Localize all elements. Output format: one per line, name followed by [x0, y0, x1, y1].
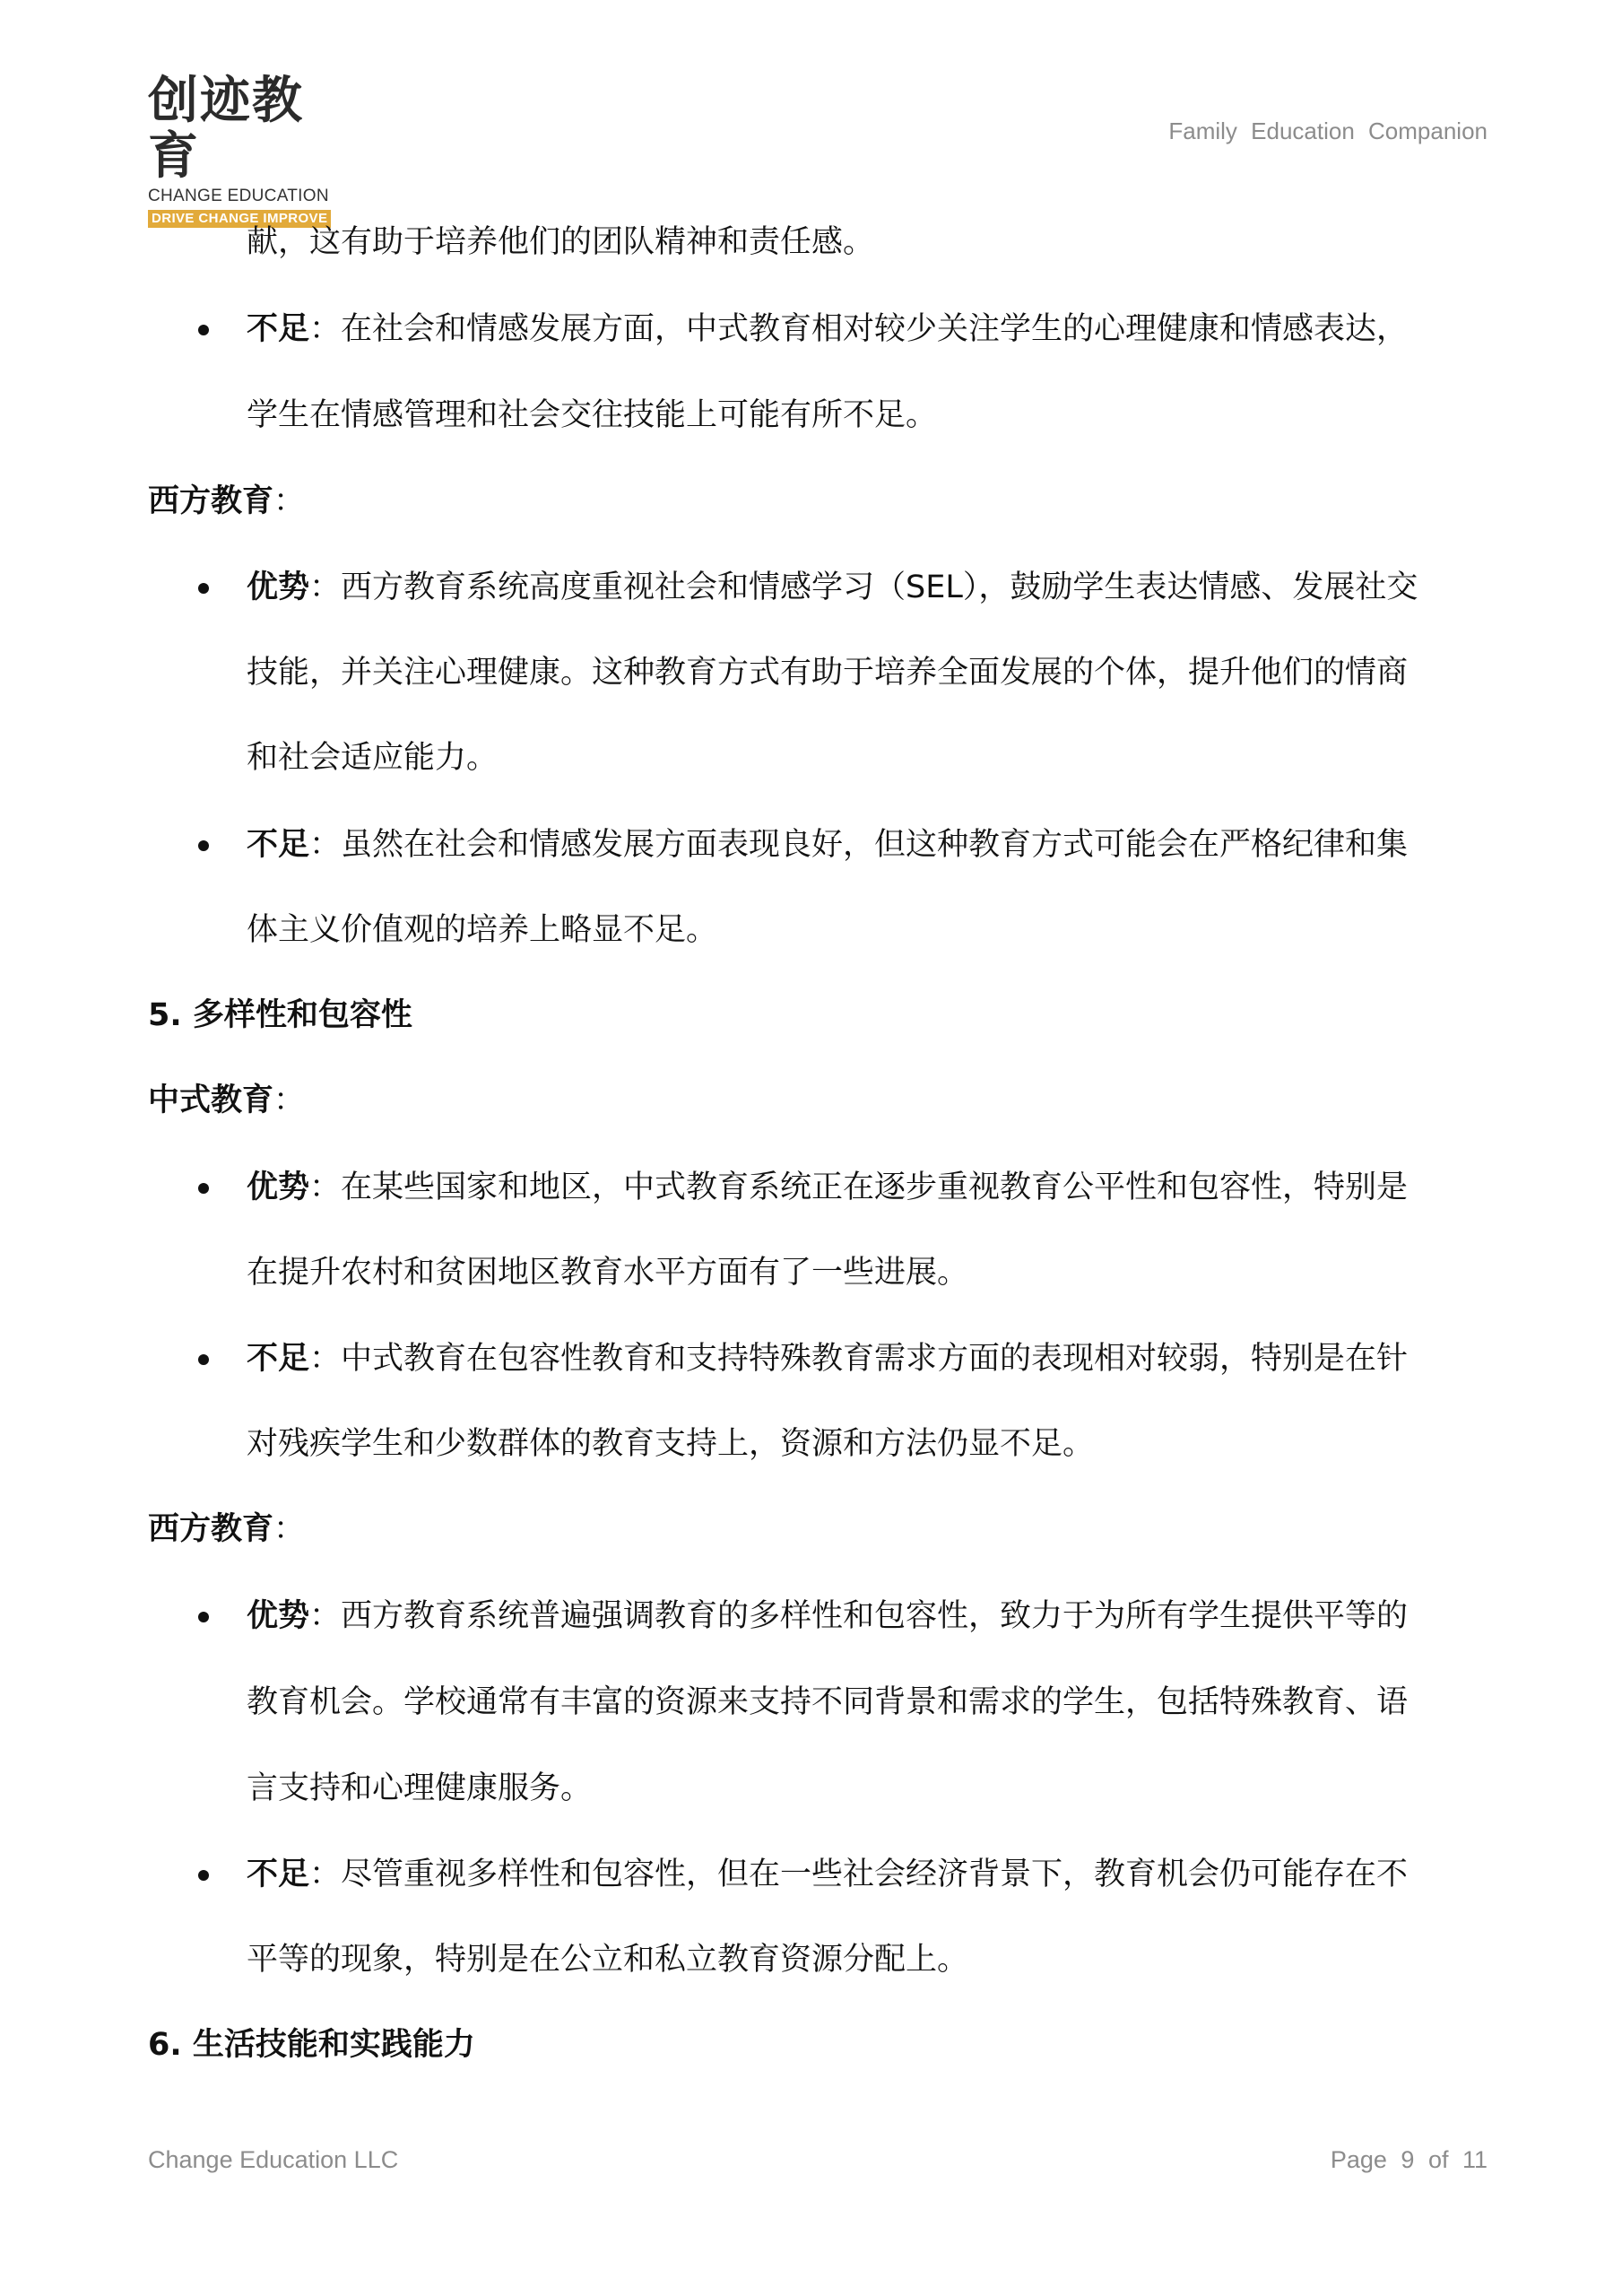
list-item: [247, 1168, 1408, 1207]
paragraph-line: 献，这有助于培养他们的团队精神和责任感。: [247, 224, 875, 260]
bullet-label: 不足: [247, 827, 310, 863]
subheading: [148, 482, 305, 521]
bullet-text: ：西方教育系统高度重视社会和情感学习（SEL），鼓励学生表达情感、发展社交: [309, 570, 1418, 605]
subheading-label: 西方教育: [148, 483, 274, 519]
list-item-continuation: 平等的现象，特别是在公立和私立教育资源分配上。: [247, 1942, 969, 1978]
company-logo: [148, 74, 354, 228]
list-item: [247, 1596, 1408, 1636]
subheading-colon: ：: [273, 1511, 306, 1547]
logo-chinese-name: 创迹教育: [148, 72, 304, 186]
section-heading: 6. 生活技能和实践能力: [148, 2027, 475, 2063]
footer-company-name: Change Education LLC: [148, 2146, 399, 2173]
bullet-dot: [198, 583, 209, 594]
list-item: [247, 309, 1408, 349]
subheading-colon: ：: [273, 483, 306, 519]
footer-page-number: Page 9 of 11: [1330, 2146, 1488, 2173]
list-item: [247, 1339, 1408, 1378]
bullet-label: 优势: [247, 570, 310, 605]
bullet-dot: [198, 1354, 209, 1365]
list-item-continuation: 教育机会。学校通常有丰富的资源来支持不同背景和需求的学生，包括特殊教育、语: [247, 1684, 1409, 1720]
header-document-title: Family Education Companion: [1168, 117, 1488, 144]
list-item-continuation: 言支持和心理健康服务。: [247, 1770, 593, 1806]
list-item: [247, 568, 1418, 607]
bullet-label: 优势: [247, 1170, 310, 1205]
bullet-dot: [198, 1870, 209, 1881]
list-item-continuation: 技能，并关注心理健康。这种教育方式有助于培养全面发展的个体，提升他们的情商: [247, 655, 1409, 691]
subheading: [148, 1081, 305, 1120]
subheading-label: 西方教育: [148, 1511, 274, 1547]
bullet-dot: [198, 1183, 209, 1194]
list-item-continuation: 对残疾学生和少数群体的教育支持上，资源和方法仍显不足。: [247, 1426, 1095, 1462]
list-item-continuation: 在提升农村和贫困地区教育水平方面有了一些进展。: [247, 1255, 969, 1291]
bullet-text: ：在某些国家和地区，中式教育系统正在逐步重视教育公平性和包容性，特别是: [309, 1170, 1409, 1205]
bullet-label: 不足: [247, 311, 310, 347]
bullet-label: 不足: [247, 1857, 310, 1892]
bullet-label: 不足: [247, 1341, 310, 1377]
list-item: [247, 825, 1408, 865]
section-heading: 5. 多样性和包容性: [148, 997, 412, 1033]
bullet-dot: [198, 840, 209, 851]
subheading-label: 中式教育: [148, 1083, 274, 1118]
logo-tagline: DRIVE CHANGE IMPROVE: [148, 210, 331, 228]
bullet-dot: [198, 325, 209, 335]
logo-english-name: CHANGE EDUCATION: [148, 187, 329, 205]
bullet-text: ：虽然在社会和情感发展方面表现良好，但这种教育方式可能会在严格纪律和集: [309, 827, 1409, 863]
bullet-text: ：尽管重视多样性和包容性，但在一些社会经济背景下，教育机会仍可能存在不: [309, 1857, 1409, 1892]
bullet-text: ：西方教育系统普遍强调教育的多样性和包容性，致力于为所有学生提供平等的: [309, 1598, 1409, 1634]
list-item-continuation: 体主义价值观的培养上略显不足。: [247, 912, 718, 948]
list-item: [247, 1855, 1408, 1894]
bullet-text: ：在社会和情感发展方面，中式教育相对较少关注学生的心理健康和情感表达，: [309, 311, 1409, 347]
subheading-colon: ：: [273, 1083, 306, 1118]
subheading: [148, 1509, 305, 1549]
list-item-continuation: 学生在情感管理和社会交往技能上可能有所不足。: [247, 397, 938, 433]
bullet-text: ：中式教育在包容性教育和支持特殊教育需求方面的表现相对较弱，特别是在针: [309, 1341, 1409, 1377]
bullet-label: 优势: [247, 1598, 310, 1634]
list-item-continuation: 和社会适应能力。: [247, 740, 499, 776]
bullet-dot: [198, 1612, 209, 1622]
